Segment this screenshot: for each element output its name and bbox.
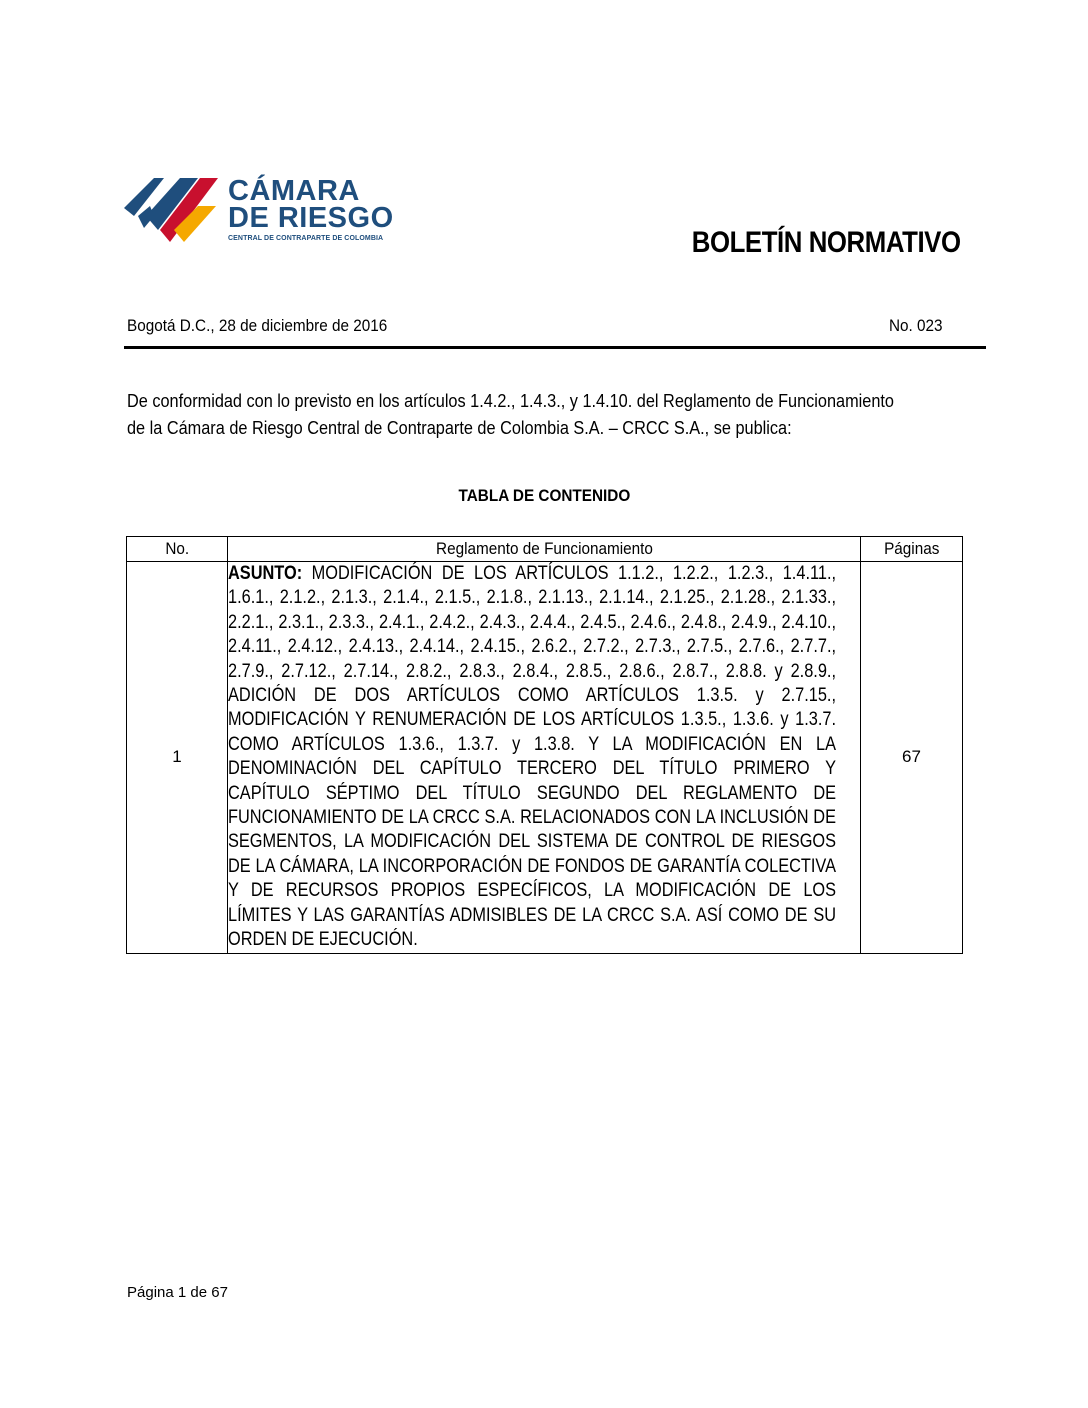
logo-tagline: CENTRAL DE CONTRAPARTE DE COLOMBIA (228, 235, 384, 242)
toc-row-number: 1 (127, 562, 228, 954)
subject-label: ASUNTO: (228, 563, 303, 584)
header-divider (124, 346, 986, 349)
intro-paragraph (127, 388, 987, 442)
logo-stripes-icon (124, 172, 224, 244)
intro-line: De conformidad con lo previsto en los artículos 1.4.2., 1.4.3., y 1.4.10. del Reglamento de Funcionamiento (127, 391, 894, 411)
logo-wordmark-line1: CÁMARA (228, 175, 360, 207)
toc-row-pages: 67 (861, 562, 963, 954)
toc-table (126, 536, 963, 954)
company-logo (124, 172, 414, 252)
logo-wordmark-line2: DE RIESGO (228, 202, 394, 234)
document-title: BOLETÍN NORMATIVO (692, 226, 961, 259)
intro-line: de la Cámara de Riesgo Central de Contraparte de Colombia S.A. – CRCC S.A., se publica: (127, 418, 792, 438)
toc-header-row (127, 537, 963, 562)
toc-col-number: No. (127, 537, 228, 562)
toc-heading-text: TABLA DE CONTENIDO (458, 486, 630, 505)
page-number: Página 1 de 67 (127, 1284, 228, 1301)
document-date: Bogotá D.C., 28 de diciembre de 2016 (127, 316, 388, 335)
toc-col-subject: Reglamento de Funcionamiento (228, 537, 861, 562)
subject-text: MODIFICACIÓN DE LOS ARTÍCULOS 1.1.2., 1.2.2., 1.2.3., 1.4.11., 1.6.1., 2.1.2., 2.1.3., 2.1.4., 2.1.5., 2.1.8., 2.1.13., 2.1.14., 2.1.25., 2.1.28., 2.1.33., 2.2.1., 2.3.1., 2.3.3., 2.4.1., 2.4.2., 2.4.3., 2.4.4., 2.4.5., 2.4.6., 2.4.8., 2.4.9., 2.4.10., 2.4.11., 2.4.12., 2.4.13., 2.4.14., 2.4.15., 2.6.2., 2.7.2., 2.7.3., 2.7.5., 2.7.6., 2.7.7., 2.7.9., 2.7.12., 2.7.14., 2.8.2., 2.8.3., 2.8.4., 2.8.5., 2.8.6., 2.8.7., 2.8.8. y 2.8.9., ADICIÓN DE DOS ARTÍCULOS COMO ARTÍCULOS 1.3.5. y 2.7.15., MODIFICACIÓN Y RENUMERACIÓN DE LOS ARTÍCULOS 1.3.5., 1.3.6. y 1.3.7. COMO ARTÍCULOS 1.3.6., 1.3.7. y 1.3.8. Y LA MODIFICACIÓN EN LA DENOMINACIÓN DEL CAPÍTULO TERCERO DEL TÍTULO PRIMERO Y CAPÍTULO SÉPTIMO DEL TÍTULO SEGUNDO DEL REGLAMENTO DE FUNCIONAMIENTO DE LA CRCC S.A. RELACIONADOS CON LA INCLUSIÓN DE SEGMENTOS, LA MODIFICACIÓN DEL SISTEMA DE CONTROL DE RIESGOS DE LA CÁMARA, LA INCORPORACIÓN DE FONDOS DE GARANTÍA COLECTIVA Y DE RECURSOS PROPIOS ESPECÍFICOS, LA MODIFICACIÓN DE LOS LÍMITES Y LAS GARANTÍAS ADMISIBLES DE LA CRCC S.A. ASÍ COMO DE SU ORDEN DE EJECUCIÓN. (228, 563, 837, 951)
toc-col-pages: Páginas (861, 537, 963, 562)
document-meta (127, 316, 943, 340)
toc-row-subject (228, 562, 861, 954)
toc-heading (0, 486, 1088, 506)
table-row (127, 562, 963, 954)
bulletin-number: No. 023 (889, 316, 943, 335)
